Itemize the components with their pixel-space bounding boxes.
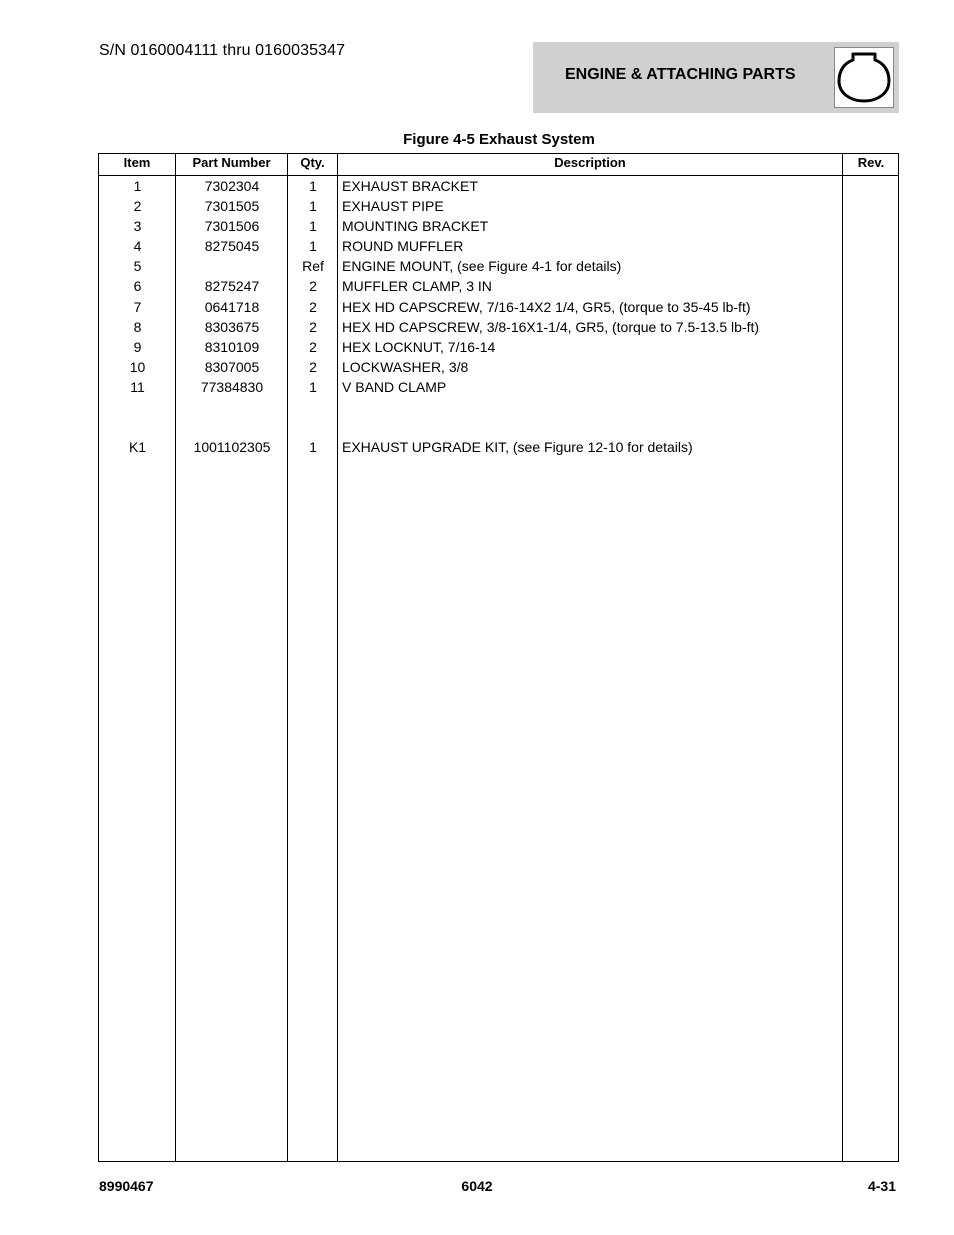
table-spacer [99,397,898,437]
cell-item: 11 [130,378,145,395]
column-header-part-number: Part Number [192,155,271,170]
cell-description: LOCKWASHER, 3/8 [342,358,469,375]
footer-page-number: 4-31 [867,1178,896,1194]
cell-description: HEX HD CAPSCREW, 7/16-14X2 1/4, GR5, (torque to 35-45 lb-ft) [342,298,751,315]
cell-qty: 1 [309,238,317,255]
section-title: ENGINE & ATTACHING PARTS [565,66,796,83]
table-row [99,437,898,457]
cell-item: 6 [133,278,142,295]
cell-item: 10 [129,358,146,375]
figure-title: Figure 4-5 Exhaust System [403,131,595,148]
cell-description: EXHAUST BRACKET [342,178,478,194]
column-header-rev: Rev. [857,155,885,170]
cell-qty: 1 [309,378,317,395]
cell-description: ENGINE MOUNT, (see Figure 4-1 for details) [342,258,622,275]
cell-item: 8 [133,318,142,335]
cell-qty: 2 [309,298,317,315]
engine-icon [834,47,894,108]
cell-part-number: 8275247 [204,278,260,295]
serial-range: S/N 0160004111 thru 0160035347 [99,42,346,59]
parts-table [98,153,899,1162]
cell-part-number: 8310109 [204,338,260,355]
cell-description: MOUNTING BRACKET [342,218,489,235]
section-tab [533,42,899,113]
table-row [99,276,898,296]
table-rows [99,176,898,457]
cell-item: 2 [133,198,142,215]
cell-qty: 2 [309,278,317,295]
cell-item: 4 [133,238,142,255]
table-row [99,337,898,357]
cell-description: V BAND CLAMP [342,378,447,395]
table-row [99,196,898,216]
cell-part-number: 77384830 [200,378,264,395]
cell-part-number: 8275045 [204,238,260,255]
cell-description: HEX LOCKNUT, 7/16-14 [342,338,496,355]
cell-item: 1 [133,178,142,194]
cell-part-number: 0641718 [204,298,260,315]
cell-item: K1 [128,439,147,456]
cell-item: 5 [133,258,142,275]
cell-qty: 2 [309,338,317,355]
cell-item: 9 [133,338,142,355]
cell-qty: 2 [309,358,317,375]
cell-qty: 2 [309,318,317,335]
cell-part-number: 7301505 [204,198,260,215]
cell-description: EXHAUST PIPE [342,198,444,215]
table-row [99,357,898,377]
cell-description: MUFFLER CLAMP, 3 IN [342,278,492,295]
cell-description: HEX HD CAPSCREW, 3/8-16X1-1/4, GR5, (torque to 7.5-13.5 lb-ft) [342,318,760,335]
cell-part-number: 1001102305 [193,439,271,456]
footer-doc-number: 8990467 [99,1178,154,1194]
footer-model: 6042 [461,1178,493,1194]
cell-qty: 1 [309,218,317,235]
table-row [99,216,898,236]
column-header-qty: Qty. [300,155,325,170]
table-row [99,297,898,317]
table-row [99,176,898,196]
column-header-description: Description [554,155,626,170]
column-header-item: Item [123,155,151,170]
cell-part-number: 7302304 [204,178,260,194]
cell-part-number: 8307005 [204,358,260,375]
cell-qty: Ref [302,258,324,275]
cell-part-number: 8303675 [204,318,260,335]
cell-description: EXHAUST UPGRADE KIT, (see Figure 12-10 for details) [342,439,693,456]
cell-qty: 1 [309,178,317,194]
cell-item: 7 [133,298,142,315]
table-row [99,256,898,276]
cell-qty: 1 [309,198,317,215]
cell-part-number: 7301506 [204,218,260,235]
table-row [99,317,898,337]
cell-item: 3 [133,218,142,235]
cell-description: ROUND MUFFLER [342,238,464,255]
cell-qty: 1 [309,439,317,456]
table-row [99,377,898,397]
table-row [99,236,898,256]
